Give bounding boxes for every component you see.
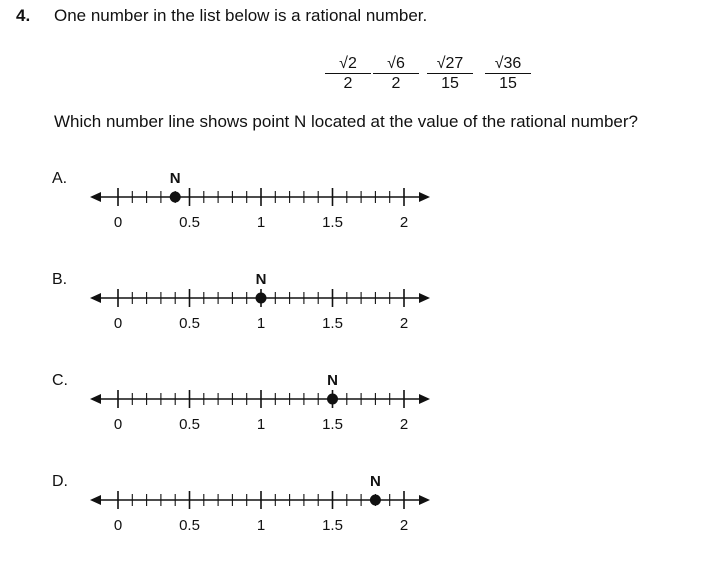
right-arrow-icon — [419, 495, 430, 505]
choice-a[interactable] — [0, 170, 719, 260]
right-arrow-icon — [419, 293, 430, 303]
tick-label: 0 — [113, 214, 123, 231]
choice-d-number-line — [0, 473, 719, 563]
right-arrow-icon — [419, 192, 430, 202]
left-arrow-icon — [90, 293, 101, 303]
fraction-4-numerator: √36 — [485, 54, 531, 74]
tick-label: 1 — [256, 214, 266, 231]
tick-label: 1 — [256, 416, 266, 433]
tick-label: 1 — [256, 315, 266, 332]
fraction-2-denominator: 2 — [391, 75, 401, 92]
tick-label: 0.5 — [179, 214, 200, 231]
question-number: 4. — [16, 6, 31, 25]
tick-label: 0 — [113, 315, 123, 332]
question-text: One number in the list below is a rational number. — [54, 6, 428, 25]
point-n-label: N — [369, 473, 381, 490]
tick-label: 1.5 — [322, 214, 343, 231]
tick-label: 0 — [113, 416, 123, 433]
tick-label: 1.5 — [322, 517, 343, 534]
point-n — [370, 495, 381, 506]
tick-label: 1.5 — [322, 416, 343, 433]
point-n-label: N — [169, 170, 181, 187]
fraction-1-numerator: √2 — [325, 54, 371, 74]
choice-d-letter: D. — [52, 473, 68, 490]
tick-label: 2 — [399, 517, 409, 534]
choice-d[interactable] — [0, 473, 719, 563]
fraction-2 — [373, 54, 419, 93]
fraction-1 — [325, 54, 371, 93]
tick-label: 0.5 — [179, 315, 200, 332]
point-n-label: N — [255, 271, 267, 288]
tick-label: 0.5 — [179, 517, 200, 534]
choice-c[interactable] — [0, 372, 719, 462]
right-arrow-icon — [419, 394, 430, 404]
choice-b-number-line — [0, 271, 719, 361]
tick-label: 1.5 — [322, 315, 343, 332]
fraction-1-denominator: 2 — [343, 75, 353, 92]
point-n — [170, 192, 181, 203]
choice-b[interactable] — [0, 271, 719, 361]
tick-label: 2 — [399, 214, 409, 231]
fraction-3-denominator: 15 — [441, 75, 459, 92]
tick-label: 0 — [113, 517, 123, 534]
fraction-2-numerator: √6 — [373, 54, 419, 74]
tick-label: 0.5 — [179, 416, 200, 433]
left-arrow-icon — [90, 394, 101, 404]
tick-label: 2 — [399, 315, 409, 332]
point-n — [256, 293, 267, 304]
fraction-4 — [485, 54, 531, 93]
point-n — [327, 394, 338, 405]
choice-c-number-line — [0, 372, 719, 462]
left-arrow-icon — [90, 495, 101, 505]
tick-label: 1 — [256, 517, 266, 534]
choice-c-letter: C. — [52, 372, 68, 389]
choice-a-number-line — [0, 170, 719, 260]
choice-b-letter: B. — [52, 271, 68, 288]
left-arrow-icon — [90, 192, 101, 202]
point-n-label: N — [327, 372, 338, 389]
fraction-3 — [427, 54, 473, 93]
fraction-4-denominator: 15 — [499, 75, 517, 92]
question-prompt: Which number line shows point N located at the value of the rational number? — [54, 112, 638, 131]
fraction-3-numerator: √27 — [427, 54, 473, 74]
choice-a-letter: A. — [52, 170, 68, 187]
tick-label: 2 — [399, 416, 409, 433]
